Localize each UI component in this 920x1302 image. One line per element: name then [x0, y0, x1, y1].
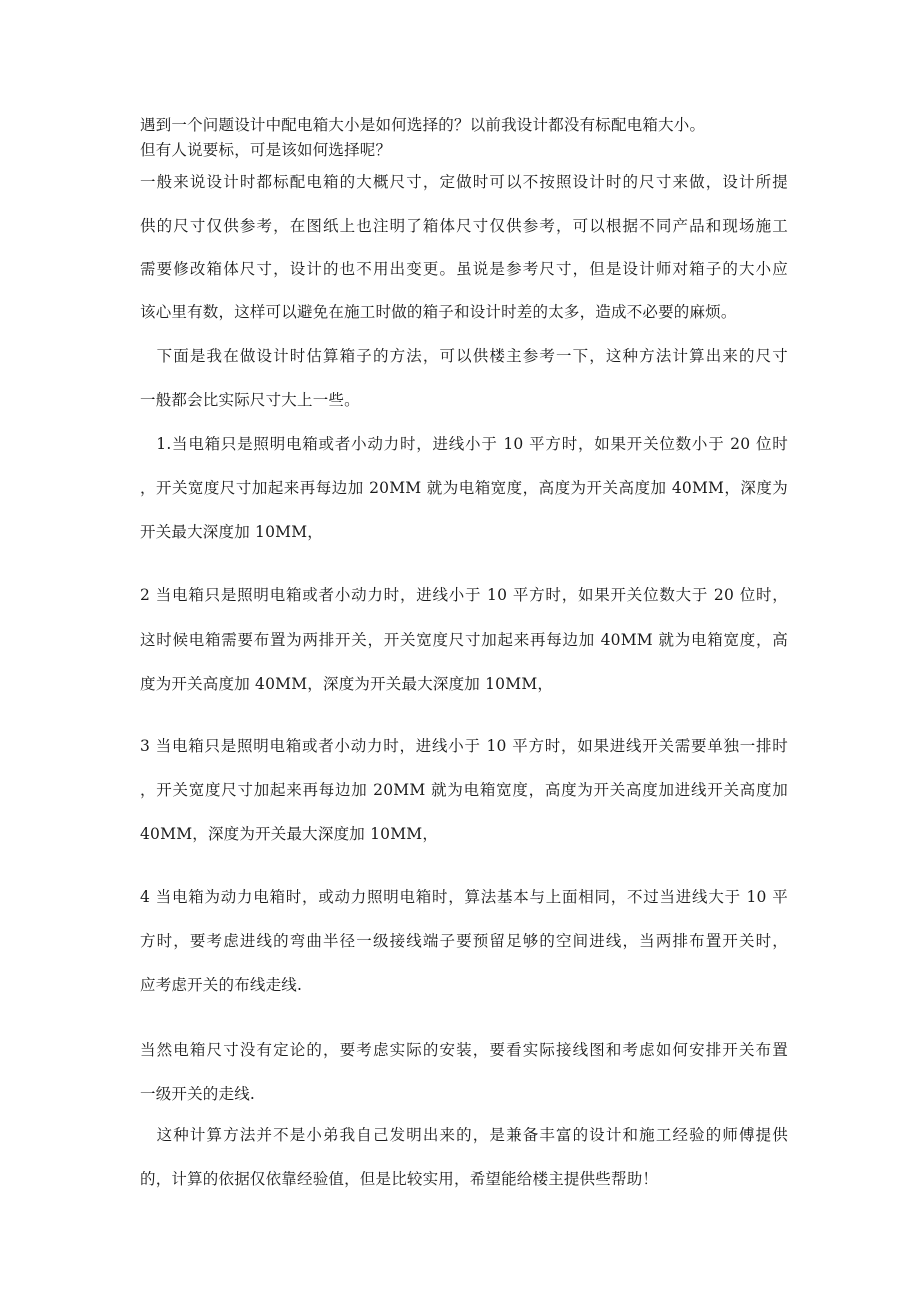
text-line: 方时，要考虑进线的弯曲半径一级接线端子要预留足够的空间进线，当两排布置开关时，: [140, 932, 788, 950]
text-line: 一般来说设计时都标配电箱的大概尺寸，定做时可以不按照设计时的尺寸来做，设计所提: [140, 173, 788, 191]
text-line: ，开关宽度尺寸加起来再每边加 20MM 就为电箱宽度，高度为开关高度加 40MM，深度为: [140, 479, 788, 497]
text-line: 2 当电箱只是照明电箱或者小动力时，进线小于 10 平方时，如果开关位数大于 20 位时，: [140, 586, 788, 604]
text-line: 供的尺寸仅供参考，在图纸上也注明了箱体尺寸仅供参考，可以根据不同产品和现场施工: [140, 217, 788, 235]
text-line: 度为开关高度加 40MM，深度为开关最大深度加 10MM，: [140, 675, 554, 693]
text-line: 这种计算方法并不是小弟我自己发明出来的，是兼备丰富的设计和施工经验的师傅提供: [140, 1126, 788, 1144]
text-line: 该心里有数，这样可以避免在施工时做的箱子和设计时差的太多，造成不必要的麻烦。: [140, 303, 737, 321]
text-line: 4 当电箱为动力电箱时，或动力照明电箱时，算法基本与上面相同，不过当进线大于 10 平: [140, 888, 788, 906]
text-line: 的，计算的依据仅依靠经验值，但是比较实用，希望能给楼主提供些帮助！: [140, 1170, 659, 1188]
text-line: 一级开关的走线.: [140, 1085, 256, 1103]
text-line: 1.当电箱只是照明电箱或者小动力时，进线小于 10 平方时，如果开关位数小于 20 位时: [140, 435, 788, 453]
text-line: 一般都会比实际尺寸大上一些。: [140, 391, 360, 409]
text-line: 开关最大深度加 10MM，: [140, 523, 323, 541]
text-line: 但有人说要标，可是该如何选择呢？: [140, 141, 392, 159]
text-line: 3 当电箱只是照明电箱或者小动力时，进线小于 10 平方时，如果进线开关需要单独一排时: [140, 737, 788, 755]
text-line: ，开关宽度尺寸加起来再每边加 20MM 就为电箱宽度，高度为开关高度加进线开关高度加: [140, 781, 788, 799]
text-line: 遇到一个问题设计中配电箱大小是如何选择的？以前我设计都没有标配电箱大小。: [140, 116, 706, 134]
text-line: 当然电箱尺寸没有定论的，要考虑实际的安装，要看实际接线图和考虑如何安排开关布置: [140, 1041, 788, 1059]
text-line: 下面是我在做设计时估算箱子的方法，可以供楼主参考一下，这种方法计算出来的尺寸: [140, 347, 788, 365]
text-line: 这时候电箱需要布置为两排开关，开关宽度尺寸加起来再每边加 40MM 就为电箱宽度，高: [140, 631, 788, 649]
text-line: 应考虑开关的布线走线.: [140, 976, 303, 994]
text-line: 40MM，深度为开关最大深度加 10MM，: [140, 825, 439, 843]
text-line: 需要修改箱体尺寸，设计的也不用出变更。虽说是参考尺寸，但是设计师对箱子的大小应: [140, 260, 788, 278]
